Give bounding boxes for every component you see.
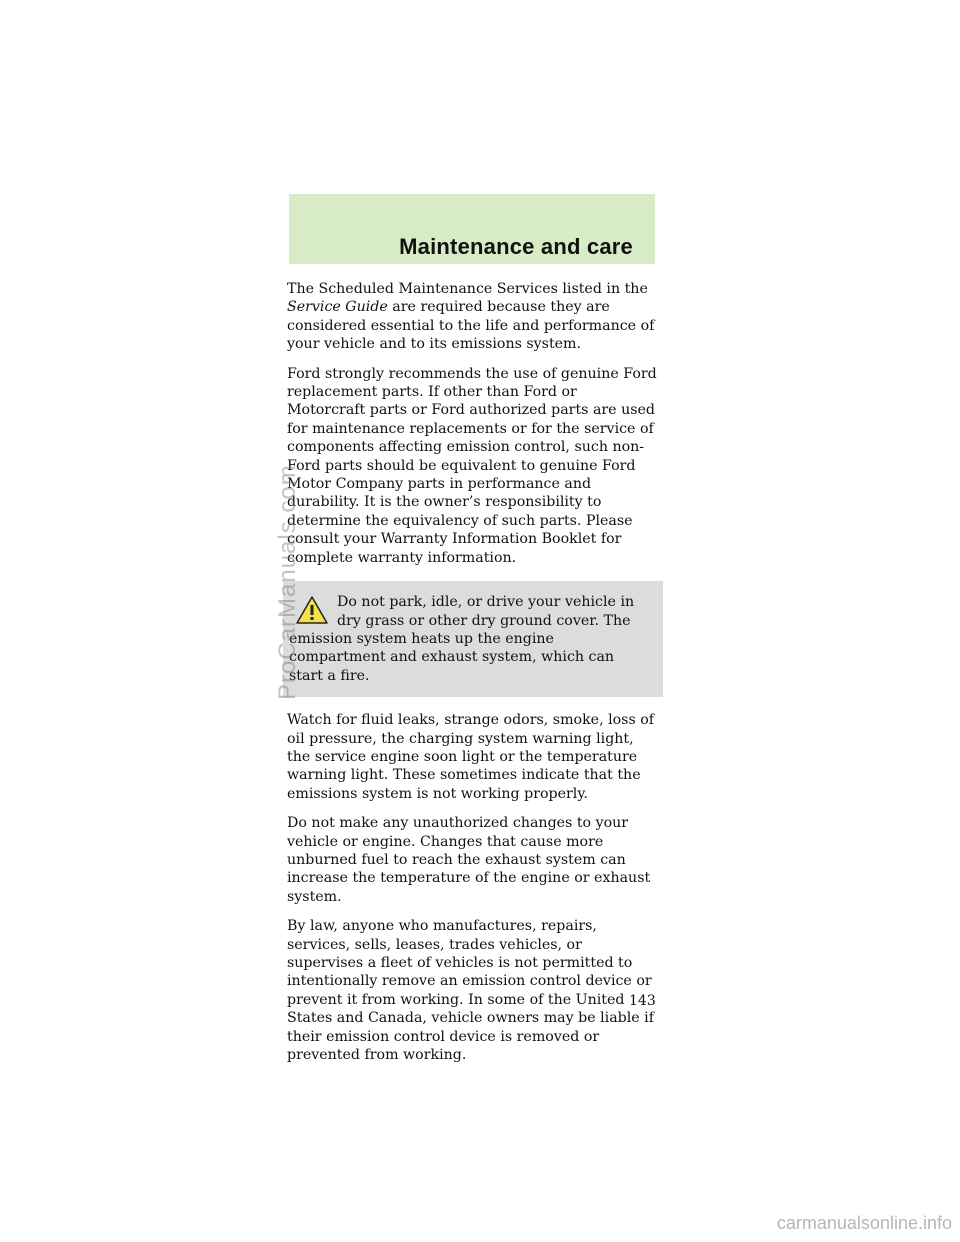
paragraph-text: The Scheduled Maintenance Services listed in the [287,281,648,297]
section-title: Maintenance and care [399,234,633,259]
warning-box [283,581,663,697]
paragraph-replacement-parts: Ford strongly recommends the use of genuine Ford replacement parts. If other than Ford or Motorcraft parts or Ford authorized parts are used for maintenance replacements or for the service of components affecting emission control, such non-Ford parts should be equivalent to genuine Ford Motor Company parts in performance and durability. It is the owner’s responsibility to determine the equivalency of such parts. Please consult your Warranty Information Booklet for complete warranty information. [287,365,657,566]
side-watermark: ProCarManuals.com [274,464,301,700]
paragraph-text: are required because they are considered essential to the life and performance of your vehicle and to its emissions system. [287,299,655,353]
section-header-band [289,194,655,264]
service-guide-title: Service Guide [287,299,388,316]
page-number: 143 [629,993,656,1009]
page-content [287,280,659,1075]
paragraph-fluid-leaks: Watch for fluid leaks, strange odors, smoke, loss of oil pressure, the charging system warning light, the service engine soon light or the temperature warning light. These sometimes indicate that the emissions system is not working properly. [287,712,655,802]
paragraph-unauthorized-changes: Do not make any unauthorized changes to your vehicle or engine. Changes that cause more unburned fuel to reach the exhaust system can increase the temperature of the engine or exhaust system. [287,815,651,905]
paragraph-scheduled-maintenance [287,280,659,354]
bottom-watermark: carmanualsonline.info [776,1213,952,1233]
paragraph-law: By law, anyone who manufactures, repairs, services, sells, leases, trades vehicles, or supervises a fleet of vehicles is not permitted to intentionally remove an emission control device or prevent it from working. In some of the United States and Canada, vehicle owners may be liable if their emission control device is removed or prevented from working. [287,918,654,1064]
warning-text: Do not park, idle, or drive your vehicle in dry grass or other dry ground cover. The emission system heats up the engine compartment and exhaust system, which can start a fire. [289,594,635,684]
